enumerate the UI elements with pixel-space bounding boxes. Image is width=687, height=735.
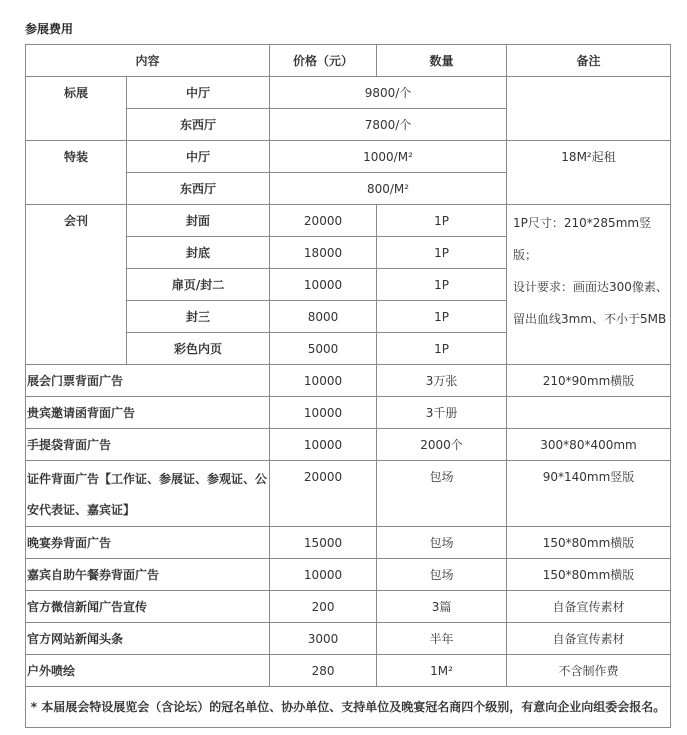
remark-cell: 不含制作费 xyxy=(507,655,671,687)
header-price: 价格（元） xyxy=(270,45,377,77)
journal-remark-cell xyxy=(507,205,671,365)
table-row xyxy=(26,397,671,429)
remark-cell: 90*140mm竖版 xyxy=(507,461,671,527)
qty-cell: 1P xyxy=(377,237,507,269)
price-cell: 280 xyxy=(270,655,377,687)
table-row xyxy=(26,205,671,237)
qty-cell: 1P xyxy=(377,333,507,365)
remark-cell: 210*90mm横版 xyxy=(507,365,671,397)
ad-item-cell: 贵宾邀请函背面广告 xyxy=(26,397,270,429)
table-row xyxy=(26,365,671,397)
remark-cell: 300*80*400mm xyxy=(507,429,671,461)
remark-cell: 自备宣传素材 xyxy=(507,591,671,623)
remark-cell xyxy=(507,397,671,429)
price-cell: 20000 xyxy=(270,205,377,237)
price-cell: 7800/个 xyxy=(270,109,507,141)
header-content: 内容 xyxy=(26,45,270,77)
item-cell: 中厅 xyxy=(127,77,270,109)
item-cell: 封底 xyxy=(127,237,270,269)
price-cell: 10000 xyxy=(270,269,377,301)
remark-line: 设计要求：画面达300像素、 xyxy=(513,280,668,294)
price-cell: 15000 xyxy=(270,527,377,559)
table-row xyxy=(26,559,671,591)
table-row xyxy=(26,655,671,687)
ad-item-cell: 官方网站新闻头条 xyxy=(26,623,270,655)
ad-item-cell: 嘉宾自助午餐券背面广告 xyxy=(26,559,270,591)
remark-line: 1P尺寸：210*285mm竖版； xyxy=(513,216,652,262)
item-cell: 扉页/封二 xyxy=(127,269,270,301)
category-standard-booth: 标展 xyxy=(26,77,127,141)
category-journal: 会刊 xyxy=(26,205,127,365)
price-cell: 8000 xyxy=(270,301,377,333)
qty-cell: 半年 xyxy=(377,623,507,655)
remark-cell: 自备宣传素材 xyxy=(507,623,671,655)
item-cell: 东西厅 xyxy=(127,109,270,141)
qty-cell: 1P xyxy=(377,301,507,333)
table-row xyxy=(26,141,671,173)
table-row xyxy=(26,623,671,655)
price-cell: 18000 xyxy=(270,237,377,269)
price-cell: 10000 xyxy=(270,365,377,397)
price-cell: 1000/M² xyxy=(270,141,507,173)
remark-cell: 150*80mm横版 xyxy=(507,559,671,591)
page-title: 参展费用 xyxy=(25,22,74,36)
qty-cell: 包场 xyxy=(377,461,507,527)
price-cell: 10000 xyxy=(270,559,377,591)
price-cell: 10000 xyxy=(270,397,377,429)
table-row xyxy=(26,461,671,527)
item-cell: 封三 xyxy=(127,301,270,333)
remark-cell xyxy=(507,77,671,141)
item-cell: 彩色内页 xyxy=(127,333,270,365)
ad-item-cell: 官方微信新闻广告宣传 xyxy=(26,591,270,623)
qty-cell: 3万张 xyxy=(377,365,507,397)
qty-cell: 1P xyxy=(377,205,507,237)
table-header-row xyxy=(26,45,671,77)
footnote-row xyxy=(26,687,671,728)
header-remark: 备注 xyxy=(507,45,671,77)
price-cell: 800/M² xyxy=(270,173,507,205)
qty-cell: 2000个 xyxy=(377,429,507,461)
qty-cell: 包场 xyxy=(377,559,507,591)
item-line: 证件背面广告【工作证、参展证、参观证、公 xyxy=(27,472,268,486)
price-cell: 10000 xyxy=(270,429,377,461)
price-cell: 3000 xyxy=(270,623,377,655)
item-cell: 东西厅 xyxy=(127,173,270,205)
fee-table xyxy=(25,44,671,728)
remark-cell: 150*80mm横版 xyxy=(507,527,671,559)
ad-item-cell: 手提袋背面广告 xyxy=(26,429,270,461)
table-row xyxy=(26,429,671,461)
table-row xyxy=(26,77,671,109)
qty-cell: 3篇 xyxy=(377,591,507,623)
remark-line: 留出血线3mm、不小于5MB xyxy=(513,312,667,326)
ad-item-cell: 户外喷绘 xyxy=(26,655,270,687)
price-cell: 5000 xyxy=(270,333,377,365)
price-cell: 20000 xyxy=(270,461,377,527)
ad-item-cell xyxy=(26,461,270,527)
item-line: 安代表证、嘉宾证】 xyxy=(27,503,136,517)
remark-cell: 18M²起租 xyxy=(507,141,671,205)
table-row xyxy=(26,591,671,623)
ad-item-cell: 展会门票背面广告 xyxy=(26,365,270,397)
category-special-booth: 特装 xyxy=(26,141,127,205)
table-row xyxy=(26,527,671,559)
qty-cell: 1M² xyxy=(377,655,507,687)
qty-cell: 1P xyxy=(377,269,507,301)
item-cell: 封面 xyxy=(127,205,270,237)
item-cell: 中厅 xyxy=(127,141,270,173)
ad-item-cell: 晚宴券背面广告 xyxy=(26,527,270,559)
price-cell: 200 xyxy=(270,591,377,623)
header-quantity: 数量 xyxy=(377,45,507,77)
qty-cell: 包场 xyxy=(377,527,507,559)
price-cell: 9800/个 xyxy=(270,77,507,109)
footnote: * 本届展会特设展览会（含论坛）的冠名单位、协办单位、支持单位及晚宴冠名商四个级别，有意向企业向组委会报名。 xyxy=(26,687,671,728)
qty-cell: 3千册 xyxy=(377,397,507,429)
